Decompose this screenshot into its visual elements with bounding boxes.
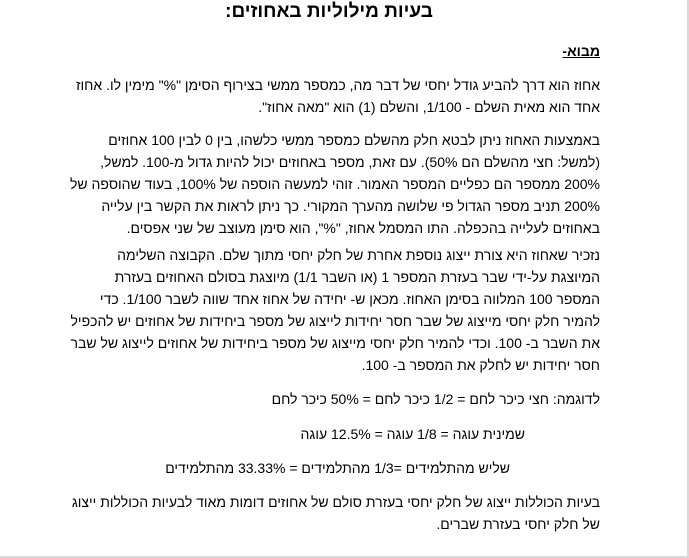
paragraph-closing: בעיות הכוללות ייצוג של חלק יחסי בעזרת סולם של אחוזים דומות מאוד לבעיות הכוללות ייצוג של חלק יחסי בעזרת שברים. xyxy=(71,494,600,532)
example-line-cake: שמינית עוגה = 1/8 עוגה = 12.5% עוגה xyxy=(300,426,525,442)
paragraph-percent-conversion: נזכיר שאחוז היא צורת ייצוג נוספת אחרת של חלק יחסי מתוך שלם. הקבוצה השלימה המיוצגת על-ידי שבר בעזרת המספר 1 (או השבר 1/1) מיוצגת בסולם האחוזים בעזרת המספר 100 המלווה בסימן האחוז. מכאן ש- יחידה של אחוז אחד שווה לשבר 1/100. כדי להמיר חלק יחסי מייצוג של שבר חסר יחידות לייצוג של מספר ביחידות של אחוזים יש להכפיל את השבר ב- 100. וכדי להמיר חלק יחסי מייצוג של מספר ביחידות של אחוזים לייצוג של שבר חסר יחידות יש לחלק את המספר ב- 100. xyxy=(70,247,600,373)
document-title: בעיות מילוליות באחוזים: xyxy=(225,1,433,22)
example-line-bread: לדוגמה: חצי כיכר לחם = 1/2 כיכר לחם = 50% כיכר לחם xyxy=(271,391,600,407)
section-heading: מבוא- xyxy=(562,43,600,59)
paragraph-intro: אחוז הוא דרך להביע גודל יחסי של דבר מה, כמספר ממשי בצירוף הסימן "%" מימין לו. אחוז אחד הוא מאית השלם - 1/100, והשלם (1) הוא "מאה אחוז". xyxy=(76,77,600,115)
paragraph-percent-range: באמצעות האחוז ניתן לבטא חלק מהשלם כמספר ממשי כלשהו, בין 0 לבין 100 אחוזים (למשל: חצי מהשלם הם 50%). עם זאת, מספר באחוזים יכול להיות גדול מ-100. למשל, 200% ממספר הם כפליים המספר האמור. זוהי למעשה הוספה של 100%, בעוד שהוספה של 200% תניב מספר הגדול פי שלושה מהערך המקורי. כך ניתן לראות את הקשר בין עלייה באחוזים לעלייה בהכפלה. התו המסמל אחוז, "%", הוא סימן מעוצב של שני אפסים. xyxy=(70,132,600,236)
example-line-students: שליש מהתלמידים =1/3 מהתלמידים = 33.33% מהתלמידים xyxy=(165,460,510,476)
